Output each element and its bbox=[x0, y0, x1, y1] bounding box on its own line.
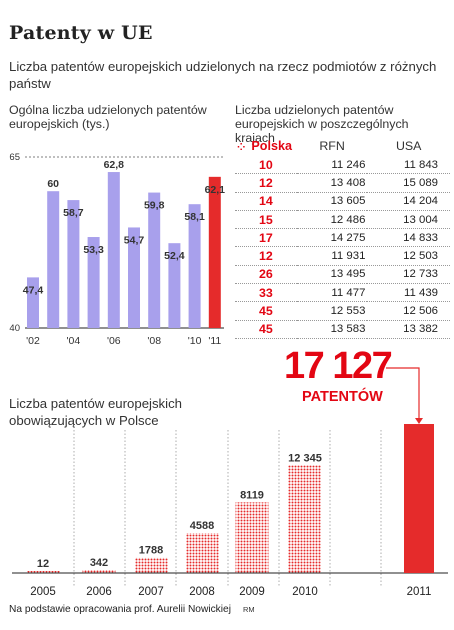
cell-rfn: 14 275 bbox=[297, 229, 368, 247]
x-tick-label: 2011 bbox=[406, 586, 432, 598]
column-header-usa: USA bbox=[395, 139, 422, 153]
cell-polska: 45 bbox=[235, 302, 297, 320]
x-tick-label: '02 bbox=[26, 335, 40, 347]
column-header-rfn: RFN bbox=[319, 139, 345, 153]
y-tick-label: 40 bbox=[9, 323, 20, 334]
bar bbox=[27, 571, 60, 573]
bar bbox=[186, 533, 219, 573]
value-label: 59,8 bbox=[143, 199, 165, 212]
cell-rfn: 11 931 bbox=[297, 247, 368, 265]
y-tick-label: 65 bbox=[9, 152, 20, 163]
big-number-label: PATENTÓW bbox=[302, 389, 383, 405]
value-label: 4588 bbox=[189, 520, 215, 533]
x-tick-label: '06 bbox=[106, 335, 121, 347]
value-label: 58,7 bbox=[63, 207, 84, 220]
value-label: 8119 bbox=[240, 489, 264, 502]
subtitle: Liczba patentów europejskich udzielonych na rzecz podmiotów z różnych państw bbox=[9, 59, 437, 91]
cell-rfn: 11 477 bbox=[297, 284, 368, 302]
source-text: Na podstawie opracowania prof. Aurelii Nowickiej bbox=[9, 604, 231, 615]
cell-polska: 15 bbox=[235, 210, 297, 228]
cell-polska: 14 bbox=[235, 192, 297, 210]
cell-usa: 13 004 bbox=[367, 210, 450, 228]
dots-icon: ⁘ bbox=[237, 142, 246, 153]
left-chart-label: Ogólna liczba udzielonych patentów europejskich (tys.) bbox=[9, 103, 207, 131]
value-label: 1788 bbox=[138, 544, 164, 557]
cell-usa: 14 833 bbox=[367, 229, 450, 247]
cell-usa: 15 089 bbox=[367, 174, 450, 192]
bar bbox=[289, 466, 322, 573]
cell-rfn: 12 486 bbox=[297, 210, 368, 228]
value-label: 12 345 bbox=[288, 452, 322, 465]
x-tick-label: 2005 bbox=[30, 586, 56, 598]
cell-polska: 17 bbox=[235, 229, 297, 247]
x-tick-label: '10 bbox=[187, 335, 202, 347]
value-label: 342 bbox=[89, 557, 109, 570]
value-label: 58,1 bbox=[184, 211, 205, 224]
source-footer bbox=[9, 604, 255, 615]
bottom-chart-label: Liczba patentów europejskich obowiązujących w Polsce bbox=[9, 396, 183, 428]
x-tick-label: 2007 bbox=[138, 586, 164, 598]
bar bbox=[135, 557, 168, 573]
page-title: Patenty w UE bbox=[9, 22, 153, 44]
cell-rfn: 13 408 bbox=[297, 174, 368, 192]
x-tick-label: 2009 bbox=[239, 586, 265, 598]
big-number: 17 127 bbox=[284, 345, 392, 387]
value-label: 60 bbox=[47, 178, 60, 191]
cell-usa: 13 382 bbox=[367, 320, 450, 338]
cell-polska: 26 bbox=[235, 265, 297, 283]
cell-usa: 12 506 bbox=[367, 302, 450, 320]
value-label: 54,7 bbox=[123, 234, 145, 247]
table-label: Liczba udzielonych patentów europejskich w poszczególnych krajach bbox=[235, 103, 409, 145]
x-tick-label: '08 bbox=[147, 335, 162, 347]
column-header-polska-label: Polska bbox=[251, 139, 292, 153]
cell-polska: 45 bbox=[235, 320, 297, 338]
cell-rfn: 13 495 bbox=[297, 265, 368, 283]
cell-rfn: 13 605 bbox=[297, 192, 368, 210]
x-tick-label: '04 bbox=[66, 335, 81, 347]
cell-polska: 33 bbox=[235, 284, 297, 302]
value-label: 52,4 bbox=[164, 250, 185, 263]
x-tick-label: 2008 bbox=[189, 586, 215, 598]
cell-rfn: 11 246 bbox=[297, 156, 368, 174]
x-tick-label: 2010 bbox=[292, 586, 318, 598]
value-label: 53,3 bbox=[83, 244, 104, 257]
cell-polska: 10 bbox=[235, 156, 297, 174]
x-tick-label: 2006 bbox=[86, 586, 112, 598]
value-label: 12 bbox=[36, 558, 50, 570]
value-label: 62,8 bbox=[103, 159, 125, 172]
cell-usa: 11 439 bbox=[367, 284, 450, 302]
cell-polska: 12 bbox=[235, 174, 297, 192]
value-label: 47,4 bbox=[22, 284, 44, 297]
cell-usa: 14 204 bbox=[367, 192, 450, 210]
bar bbox=[236, 502, 269, 573]
x-tick-label: '11 bbox=[208, 335, 222, 347]
cell-rfn: 12 553 bbox=[297, 302, 368, 320]
author-initials: RM bbox=[242, 605, 255, 614]
cell-usa: 12 503 bbox=[367, 247, 450, 265]
bar bbox=[83, 570, 116, 573]
cell-rfn: 13 583 bbox=[297, 320, 368, 338]
cell-polska: 12 bbox=[235, 247, 297, 265]
bar bbox=[404, 424, 434, 573]
value-label: 62,1 bbox=[204, 183, 226, 196]
cell-usa: 11 843 bbox=[367, 156, 450, 174]
connector-arrow bbox=[415, 418, 423, 424]
cell-usa: 12 733 bbox=[367, 265, 450, 283]
